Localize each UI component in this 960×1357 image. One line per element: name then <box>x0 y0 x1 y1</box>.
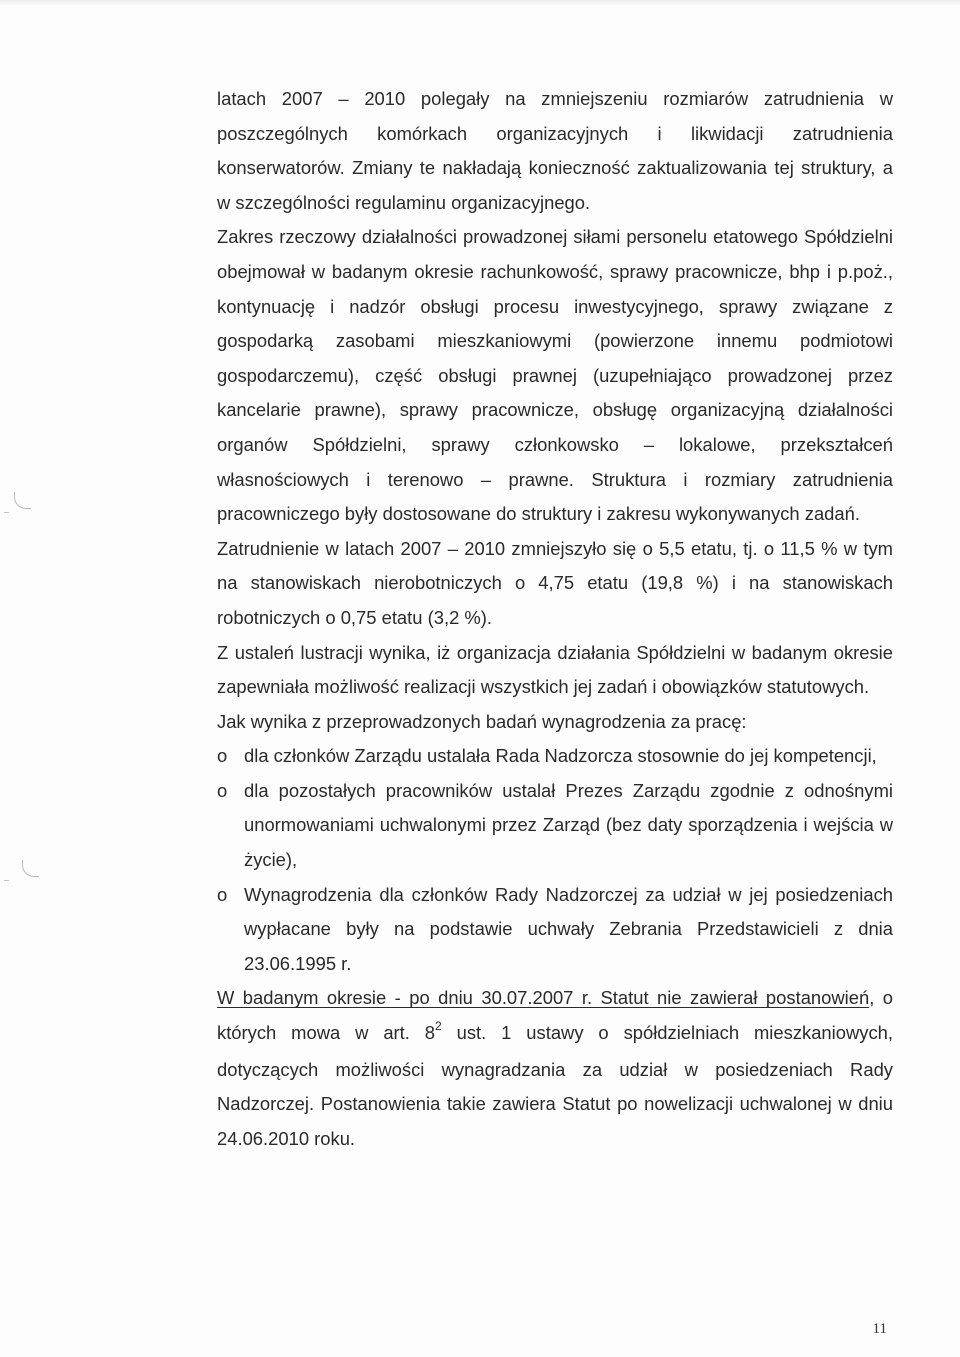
article-superscript: 2 <box>435 1019 442 1034</box>
list-item-text: dla członków Zarządu ustalała Rada Nadzorcza stosownie do jej kompetencji, <box>244 745 877 767</box>
paragraph-remuneration-intro: Jak wynika z przeprowadzonych badań wynagrodzenia za pracę: <box>217 710 747 732</box>
underlined-statute-phrase: W badanym okresie - po dniu 30.07.2007 r. Statut nie zawierał postanowień <box>217 987 870 1009</box>
statute-text-part-a: , o których mowa w art. 8 <box>217 987 893 1044</box>
body-text <box>217 82 893 1156</box>
scan-edge-shading <box>0 0 960 6</box>
bullet-icon: o <box>217 745 228 767</box>
bullet-icon: o <box>217 779 228 801</box>
paragraph-statute <box>217 981 893 1156</box>
paragraph-employment-reduction: Zatrudnienie w latach 2007 – 2010 zmniejszyło się o 5,5 etatu, tj. o 11,5 % w tym na stanowiskach nierobotniczych o 4,75 etatu (19,8 %) i na stanowiskach robotniczych o 0,75 etatu (3,2 %). <box>217 537 893 628</box>
list-item-text: Wynagrodzenia dla członków Rady Nadzorczej za udział w jej posiedzeniach wypłacane były na podstawie uchwały Zebrania Przedstawicieli z dnia 23.06.1995 r. <box>244 883 893 974</box>
paragraph-audit-findings: Z ustaleń lustracji wynika, iż organizacja działania Spółdzielni w badanym okresie zapewniała możliwość realizacji wszystkich jej zadań i obowiązków statutowych. <box>217 641 893 698</box>
list-item <box>217 878 893 982</box>
paragraph-structure-changes: latach 2007 – 2010 polegały na zmniejszeniu rozmiarów zatrudnienia w poszczególnych komórkach organizacyjnych i likwidacji zatrudnienia konserwatorów. Zmiany te nakładają konieczność zaktualizowania tej struktury, a w szczególności regulaminu organizacyjnego. <box>217 88 893 213</box>
punch-hole-mark-icon <box>14 492 31 509</box>
list-item <box>217 774 893 878</box>
margin-tick-mark <box>4 880 9 881</box>
paragraph-scope-of-activity: Zakres rzeczowy działalności prowadzonej siłami personelu etatowego Spółdzielni obejmował w badanym okresie rachunkowość, sprawy pracownicze, bhp i p.poż., kontynuację i nadzór obsługi procesu inwestycyjnego, sprawy związane z gospodarką zasobami mieszkaniowymi (powierzone innemu podmiotowi gospodarczemu), część obsługi prawnej (uzupełniająco prowadzonej przez kancelarie prawne), sprawy pracownicze, obsługę organizacyjną działalności organów Spółdzielni, sprawy członkowsko – lokalowe, przekształceń własnościowych i terenowo – prawne. Struktura i rozmiary zatrudnienia pracowniczego były dostosowane do struktury i zakresu wykonywanych zadań. <box>217 226 893 525</box>
statute-text-part-b: ust. 1 ustawy o spółdzielniach mieszkaniowych, dotyczących możliwości wynagradzania za udział w posiedzeniach Rady Nadzorczej. Postanowienia takie zawiera Statut po nowelizacji uchwalonej w dniu 24.06.2010 roku. <box>217 1022 893 1149</box>
margin-tick-mark <box>4 512 9 513</box>
remuneration-list <box>217 739 893 981</box>
list-item <box>217 739 893 774</box>
page-number: 11 <box>872 1321 887 1337</box>
list-item-text: dla pozostałych pracowników ustalał Prezes Zarządu zgodnie z odnośnymi unormowaniami uchwalonymi przez Zarząd (bez daty sporządzenia i wejścia w życie), <box>244 779 893 871</box>
punch-hole-mark-icon <box>22 860 39 877</box>
bullet-icon: o <box>217 883 228 905</box>
